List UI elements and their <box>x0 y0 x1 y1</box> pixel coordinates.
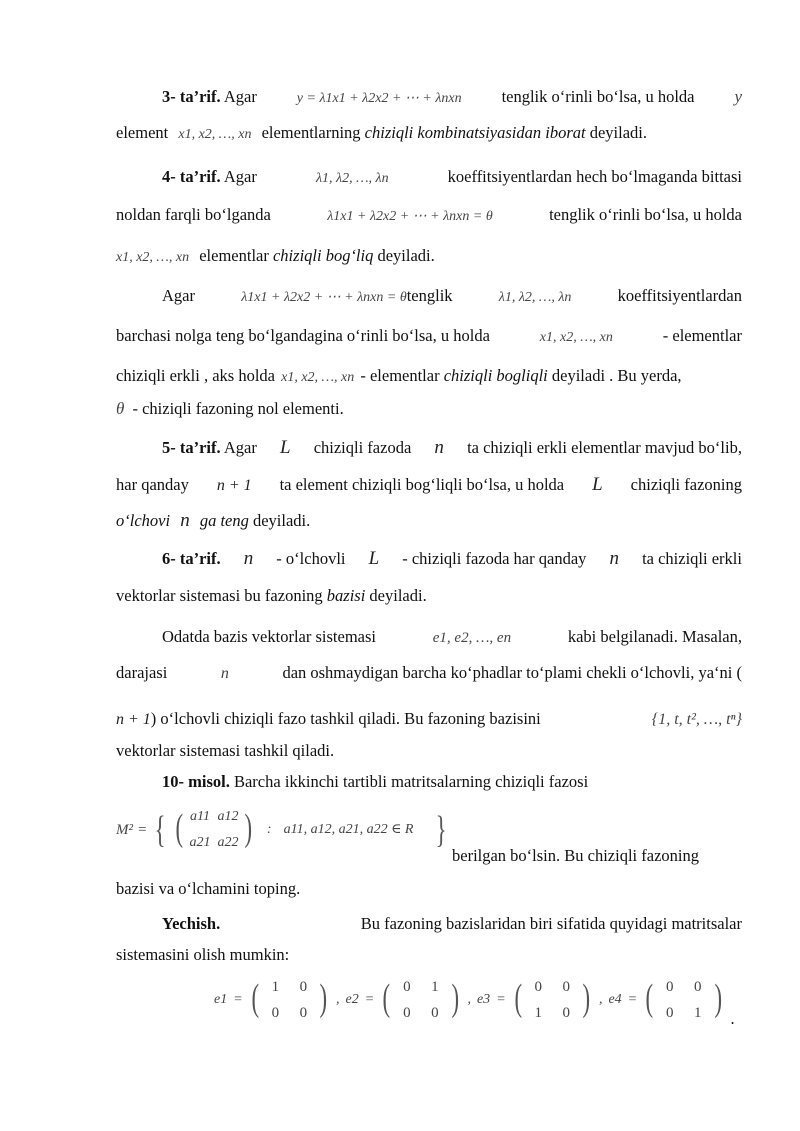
basis-n1: n + 1 <box>116 711 151 728</box>
basis-line2 <box>116 662 742 685</box>
def4-elements-formula3: x1, x2, …, xn <box>281 370 355 385</box>
def4-line7 <box>116 398 742 420</box>
def4-term2: chiziqli bogliqli <box>443 366 548 385</box>
def4-text5: barchasi nolga teng bo‘lgandagina o‘rinli bo‘lsa, u holda <box>116 326 490 345</box>
def3-element: element <box>116 123 169 142</box>
example-line1 <box>162 771 742 793</box>
basis-line3 <box>116 708 742 731</box>
matrix-cell: 0 <box>694 979 702 995</box>
def4-term: chiziqli bog‘liq <box>272 246 374 265</box>
solution-text1: Bu fazoning bazislaridan biri sifatida quyidagi matritsalar <box>360 914 742 933</box>
def3-line2 <box>116 122 742 146</box>
def4-tail: deyiladi. <box>377 246 435 265</box>
matrix-cell: 0 <box>562 979 571 995</box>
def6-text1: - o‘lchovli <box>276 549 346 568</box>
def5-n1: n + 1 <box>216 477 252 494</box>
def4-elements-formula: x1, x2, …, xn <box>116 250 190 265</box>
def5-term1: o‘lchovi <box>116 511 171 530</box>
def4-coef-formula: λ1, λ2, …, λn <box>315 171 389 186</box>
def4-text8: - elementlar <box>360 366 440 385</box>
def5-text2: ta chiziqli erkli elementlar mavjud bo‘lib, <box>467 438 742 457</box>
matrix-cell: 0 <box>431 1005 439 1021</box>
def5-agar: Agar <box>223 438 257 457</box>
def4-formula2: λ1x1 + λ2x2 + ⋯ + λnxn = θ <box>241 290 407 305</box>
def3-agar: Agar <box>223 87 257 106</box>
def4-line6 <box>116 365 742 389</box>
def5-line3 <box>116 510 742 532</box>
def4-theta: θ <box>116 399 125 418</box>
basis-line1 <box>162 626 742 649</box>
def5-text3: har qanday <box>116 475 189 494</box>
def3-y: y <box>734 87 742 106</box>
matrix-cell: 1 <box>431 979 439 995</box>
def6-term: bazisi <box>326 586 366 605</box>
basis-text2: kabi belgilanadi. Masalan, <box>567 627 742 646</box>
def4-tenglik: tenglik <box>406 286 453 305</box>
def4-line5 <box>116 325 742 349</box>
matrix-entry: a12 <box>217 809 239 824</box>
solution-line1 <box>162 913 742 935</box>
def5-text1: chiziqli fazoda <box>313 438 412 457</box>
def6-line2 <box>116 585 742 607</box>
basis-n: n <box>220 665 229 682</box>
matrix-cell: 0 <box>666 1005 674 1021</box>
matrix-e3-name: e3 <box>476 992 491 1007</box>
example-text2: berilgan bo‘lsin. Bu chiziqli fazoning <box>452 846 699 865</box>
basis-text3: darajasi <box>116 663 168 682</box>
matrix-e2-name: e2 <box>345 992 359 1007</box>
def5-n2: n <box>180 510 190 531</box>
def4-line2 <box>116 204 742 228</box>
solution-text2: sistemasini olish mumkin: <box>116 945 290 964</box>
matrix-cell: 0 <box>534 979 543 995</box>
def4-elements-formula2: x1, x2, …, xn <box>539 330 613 345</box>
matrix-e3: ( 0 0 1 0 ) <box>512 976 593 1024</box>
def6-L: L <box>368 548 380 569</box>
example-set-name: M² <box>116 822 133 838</box>
def5-L2: L <box>592 474 603 495</box>
def4-text2: noldan farqli bo‘lganda <box>116 205 271 224</box>
def4-text1: koeffitsiyentlardan hech bo‘lmaganda bittasi <box>447 167 742 186</box>
matrix-entry: a22 <box>217 835 239 850</box>
matrix-cell: 1 <box>271 979 280 995</box>
def4-label: 4- ta’rif. <box>162 167 221 186</box>
def3-text2: elementlarning <box>261 123 361 142</box>
basis-text6: vektorlar sistemasi tashkil qiladi. <box>116 741 335 760</box>
matrix-cell: 0 <box>299 979 308 995</box>
def3-text1: tenglik o‘rinli bo‘lsa, u holda <box>501 87 695 106</box>
def3-elements-formula: x1, x2, …, xn <box>178 127 252 142</box>
def4-text4: elementlar <box>199 246 269 265</box>
basis-text4: dan oshmaydigan barcha ko‘phadlar to‘plami chekli o‘lchovli, ya‘ni ( <box>282 663 742 682</box>
def3-label: 3- ta’rif. <box>162 87 221 106</box>
def4-text7: chiziqli erkli , aks holda <box>116 366 275 385</box>
matrix-e1-name: e1 <box>214 992 228 1007</box>
def4-agar: Agar <box>223 167 257 186</box>
def6-text4: vektorlar sistemasi bu fazoning <box>116 586 323 605</box>
example-text3: bazisi va o‘lchamini toping. <box>116 879 301 898</box>
def4-text9: deyiladi . Bu yerda, <box>551 366 682 385</box>
def5-line2 <box>116 474 742 497</box>
basis-formula: e1, e2, …, en <box>432 630 512 646</box>
def6-tail: deyiladi. <box>369 586 427 605</box>
def5-line1 <box>162 437 742 459</box>
matrix-cell: 0 <box>562 1005 571 1021</box>
basis-set-formula: {1, t, t², …, tⁿ} <box>651 711 742 728</box>
example-label: 10- misol. <box>162 772 230 791</box>
basis-text1: Odatda bazis vektorlar sistemasi <box>162 627 376 646</box>
trailing-dot: . <box>730 1009 735 1028</box>
def3-formula: y = λ1x1 + λ2x2 + ⋯ + λnxn <box>296 91 462 106</box>
matrix-entry: a11 <box>190 809 211 824</box>
def4-line1 <box>162 166 742 190</box>
def4-agar2: Agar <box>162 286 195 305</box>
basis-matrices: e1 = ( 1 0 0 0 ) , e2 = ( 0 1 0 0 ) , e3 = ( 0 0 1 0 ) , e4 = ( 0 0 0 1 ) . <box>214 977 735 1028</box>
def3-tail: deyiladi. <box>589 123 647 142</box>
matrix-e4: ( 0 0 0 1 ) <box>643 976 724 1024</box>
example-general-matrix: ( a11 a12 a21 a22 ) <box>173 806 254 854</box>
example-text1: Barcha ikkinchi tartibli matritsalarning chiziqli fazosi <box>233 772 589 791</box>
matrix-e4-name: e4 <box>608 992 622 1007</box>
def5-label: 5- ta’rif. <box>162 438 221 457</box>
matrix-cell: 1 <box>694 1005 702 1021</box>
def6-line1 <box>162 548 742 570</box>
def3-line1 <box>162 86 742 110</box>
matrix-entry: a21 <box>189 835 211 850</box>
example-condition: a11, a12, a21, a22 ∈ R <box>283 822 414 837</box>
def4-formula: λ1x1 + λ2x2 + ⋯ + λnxn = θ <box>327 209 493 224</box>
def4-text6: - elementlar <box>662 326 742 345</box>
def5-tail: deyiladi. <box>252 511 311 530</box>
def6-text2: - chiziqli fazoda har qanday <box>402 549 587 568</box>
basis-text5: ) o‘lchovli chiziqli fazo tashkil qiladi. Bu fazoning bazisini <box>150 709 541 728</box>
def6-n2: n <box>609 548 619 569</box>
def5-text4: ta element chiziqli bog‘liqli bo‘lsa, u holda <box>279 475 565 494</box>
def6-label: 6- ta’rif. <box>162 549 221 568</box>
matrix-e2: ( 0 1 0 0 ) <box>380 976 461 1024</box>
solution-label: Yechish. <box>162 914 221 933</box>
def4-text10: - chiziqli fazoning nol elementi. <box>132 399 344 418</box>
def3-term: chiziqli kombinatsiyasidan iborat <box>364 123 586 142</box>
def4-koeff: koeffitsiyentlardan <box>617 286 742 305</box>
def4-text3: tenglik o‘rinli bo‘lsa, u holda <box>549 205 742 224</box>
matrix-cell: 0 <box>403 1005 411 1021</box>
def5-L: L <box>279 437 291 458</box>
def4-coef-formula2: λ1, λ2, …, λn <box>498 290 572 305</box>
matrix-cell: 1 <box>534 1005 543 1021</box>
def4-line3 <box>116 245 742 269</box>
basis-line4 <box>116 740 742 762</box>
example-set: M² = { ( a11 a12 a21 a22 ) : a11, a12, a21, a22 ∈ R } <box>116 806 742 866</box>
matrix-cell: 0 <box>271 1005 280 1021</box>
def5-n: n <box>434 437 444 458</box>
def5-text5: chiziqli fazoning <box>630 475 742 494</box>
matrix-cell: 0 <box>666 979 674 995</box>
def5-term2: ga teng <box>199 511 249 530</box>
def4-line4 <box>162 285 742 309</box>
def6-n: n <box>243 548 254 569</box>
matrix-cell: 0 <box>403 979 411 995</box>
def6-text3: ta chiziqli erkli <box>642 549 742 568</box>
matrix-cell: 0 <box>299 1005 308 1021</box>
matrix-e1: ( 1 0 0 0 ) <box>249 976 330 1024</box>
